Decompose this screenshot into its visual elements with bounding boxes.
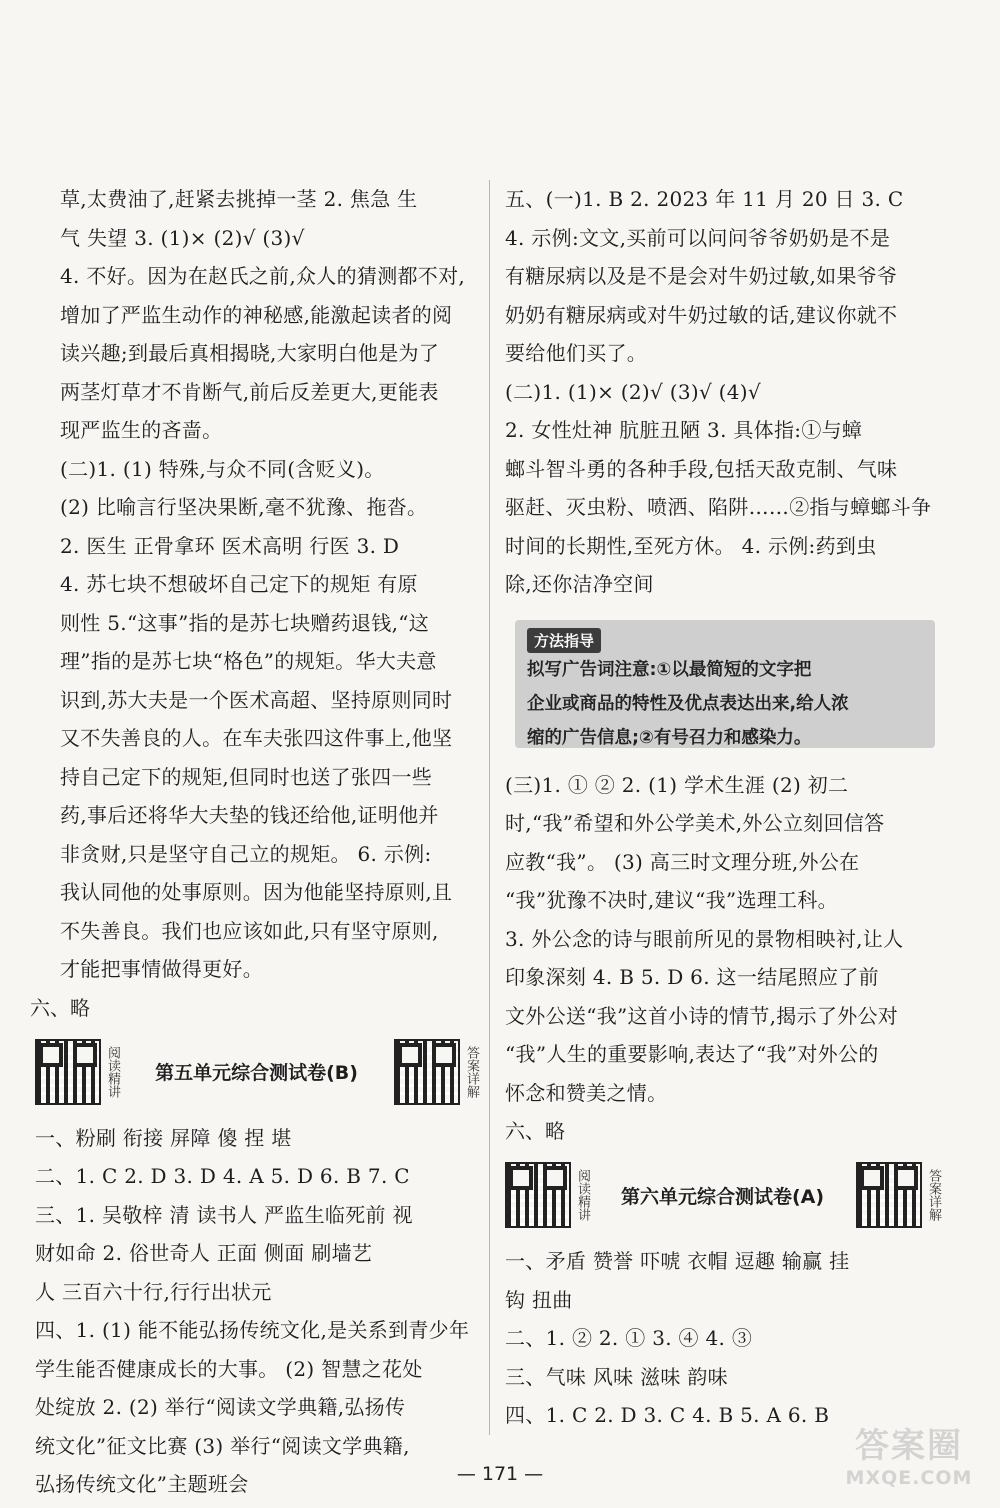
text-line: 怀念和赞美之情。 <box>505 1080 668 1105</box>
column-divider <box>489 180 490 1435</box>
text-line: 四、1. C 2. D 3. C 4. B 5. A 6. B <box>505 1403 830 1427</box>
text-line: 持自己定下的规矩,但同时也送了张四一些 <box>60 764 433 789</box>
text-line: 不失善良。我们也应该如此,只有坚守原则, <box>60 918 439 943</box>
qr-code-icon[interactable] <box>394 1039 460 1105</box>
text-line: 人 三百六十行,行行出状元 <box>35 1279 272 1304</box>
text-line: 增加了严监生动作的神秘感,能激起读者的阅 <box>60 302 453 327</box>
text-line: 一、矛盾 赞誉 吓唬 衣帽 逗趣 输赢 挂 <box>505 1249 850 1273</box>
text-line: 草,太费油了,赶紧去挑掉一茎 2. 焦急 生 <box>60 187 418 211</box>
unit-title: 第五单元综合测试卷(B) <box>155 1062 358 1084</box>
text-line: 钩 扭曲 <box>505 1287 573 1312</box>
unit-title: 第六单元综合测试卷(A) <box>620 1185 825 1208</box>
text-line: 统文化”征文比赛 (3) 举行“阅读文学典籍, <box>35 1433 410 1458</box>
text-line: 理”指的是苏七块“格色”的规矩。华大夫意 <box>60 649 437 673</box>
qr-code-icon[interactable] <box>35 1039 101 1105</box>
qr-code-icon[interactable] <box>505 1162 571 1228</box>
qr-reading[interactable] <box>505 1162 589 1228</box>
text-line: 五、(一)1. B 2. 2023 年 11 月 20 日 3. C <box>505 187 904 211</box>
text-line: 药,事后还将华大夫垫的钱还给他,证明他并 <box>60 803 439 827</box>
text-line: 又不失善良的人。在车夫张四这件事上,他坚 <box>60 726 453 750</box>
text-line: 驱赶、灭虫粉、喷洒、陷阱……②指与蟑螂斗争 <box>505 495 932 519</box>
text-line: (2) 比喻言行坚决果断,毫不犹豫、拖沓。 <box>60 495 428 519</box>
text-line: 财如命 2. 俗世奇人 正面 侧面 刷墙艺 <box>35 1241 373 1265</box>
text-line: 时间的长期性,至死方休。 4. 示例:药到虫 <box>505 533 877 558</box>
text-line: 二、1. ② 2. ① 3. ④ 4. ③ <box>505 1326 753 1350</box>
text-line: 非贪财,只是坚守自己立的规矩。 6. 示例: <box>60 841 432 866</box>
method-guide-line: 企业或商品的特性及优点表达出来,给人浓 <box>527 693 849 714</box>
unit-header-a <box>505 1156 940 1234</box>
text-line: 2. 医生 正骨拿环 医术高明 行医 3. D <box>60 533 400 558</box>
qr-label: 答案详解 <box>926 1169 941 1221</box>
text-line: 我认同他的处事原则。因为他能坚持原则,且 <box>60 880 453 904</box>
method-guide-box <box>515 620 935 748</box>
qr-code-icon[interactable] <box>856 1162 922 1228</box>
qr-label: 阅读精讲 <box>105 1045 120 1098</box>
text-line: 现严监生的吝啬。 <box>60 418 223 442</box>
text-line: 印象深刻 4. B 5. D 6. 这一结尾照应了前 <box>505 965 879 989</box>
text-line: 二、1. C 2. D 3. D 4. A 5. D 6. B 7. C <box>35 1164 410 1188</box>
qr-answers[interactable] <box>394 1039 478 1105</box>
text-line: 时,“我”希望和外公学美术,外公立刻回信答 <box>505 811 885 835</box>
text-line: 除,还你洁净空间 <box>505 572 654 596</box>
text-line: 学生能否健康成长的大事。 (2) 智慧之花处 <box>35 1356 423 1381</box>
qr-reading[interactable] <box>35 1039 119 1105</box>
text-line: “我”犹豫不决时,建议“我”选理工科。 <box>505 888 838 912</box>
text-line: 4. 苏七块不想破坏自己定下的规矩 有原 <box>60 572 418 596</box>
qr-label: 答案详解 <box>464 1045 479 1098</box>
text-line: 4. 示例:文文,买前可以问问爷爷奶奶是不是 <box>505 225 891 250</box>
text-line: 气 失望 3. (1)× (2)√ (3)√ <box>60 225 305 250</box>
text-line: 则性 5.“这事”指的是苏七块赠药退钱,“这 <box>60 610 430 635</box>
text-line: 两茎灯草才不肯断气,前后反差更大,更能表 <box>60 379 439 404</box>
watermark-url: MXQE.COM <box>845 1467 973 1489</box>
text-line: “我”人生的重要影响,表达了“我”对外公的 <box>505 1042 879 1066</box>
text-line: (二)1. (1) 特殊,与众不同(含贬义)。 <box>60 456 385 481</box>
text-line: 2. 女性灶神 肮脏丑陋 3. 具体指:①与蟑 <box>505 418 863 442</box>
text-line: 要给他们买了。 <box>505 341 648 365</box>
text-line: (三)1. ① ② 2. (1) 学术生涯 (2) 初二 <box>505 772 849 797</box>
left-column <box>30 180 479 1504</box>
text-line: 螂斗智斗勇的各种手段,包括天敌克制、气味 <box>505 456 898 481</box>
text-line: 应教“我”。 (3) 高三时文理分班,外公在 <box>505 849 860 874</box>
text-line: 三、1. 吴敬梓 清 读书人 严监生临死前 视 <box>35 1202 413 1227</box>
section-six: 六、略 <box>30 995 90 1020</box>
text-line: 一、粉刷 衔接 屏障 傻 捏 堪 <box>35 1125 292 1150</box>
unit-header-b <box>35 1033 478 1111</box>
text-line: 奶奶有糖尿病或对牛奶过敏的话,建议你就不 <box>505 302 898 327</box>
text-line: 才能把事情做得更好。 <box>60 957 263 981</box>
text-line: 识到,苏大夫是一个医术高超、坚持原则同时 <box>60 687 453 712</box>
method-guide-tag: 方法指导 <box>527 628 601 653</box>
text-line: 有糖尿病以及是不是会对牛奶过敏,如果爷爷 <box>505 264 898 288</box>
qr-answers[interactable] <box>856 1162 940 1228</box>
watermark-logo <box>830 1418 988 1504</box>
section-six: 六、略 <box>505 1119 565 1143</box>
text-line: 弘扬传统文化”主题班会 <box>35 1472 249 1496</box>
method-guide-line: 缩的广告信息;②有号召力和感染力。 <box>527 727 812 748</box>
text-line: 文外公送“我”这首小诗的情节,揭示了外公对 <box>505 1003 899 1028</box>
text-line: 3. 外公念的诗与眼前所见的景物相映衬,让人 <box>505 926 904 951</box>
text-line: 4. 不好。因为在赵氏之前,众人的猜测都不对, <box>60 264 466 288</box>
right-column <box>505 180 940 1435</box>
qr-label: 阅读精讲 <box>575 1169 590 1221</box>
text-line: 处绽放 2. (2) 举行“阅读文学典籍,弘扬传 <box>35 1395 406 1419</box>
watermark-text: 答案圈 <box>855 1426 963 1466</box>
page-number: — 171 — <box>456 1463 544 1485</box>
text-line: 三、气味 风味 滋味 韵味 <box>505 1364 728 1389</box>
text-line: 读兴趣;到最后真相揭晓,大家明白他是为了 <box>60 341 440 365</box>
text-line: (二)1. (1)× (2)√ (3)√ (4)√ <box>505 379 761 404</box>
text-line: 四、1. (1) 能不能弘扬传统文化,是关系到青少年 <box>35 1318 470 1342</box>
method-guide-line: 拟写广告词注意:①以最简短的文字把 <box>527 659 812 680</box>
